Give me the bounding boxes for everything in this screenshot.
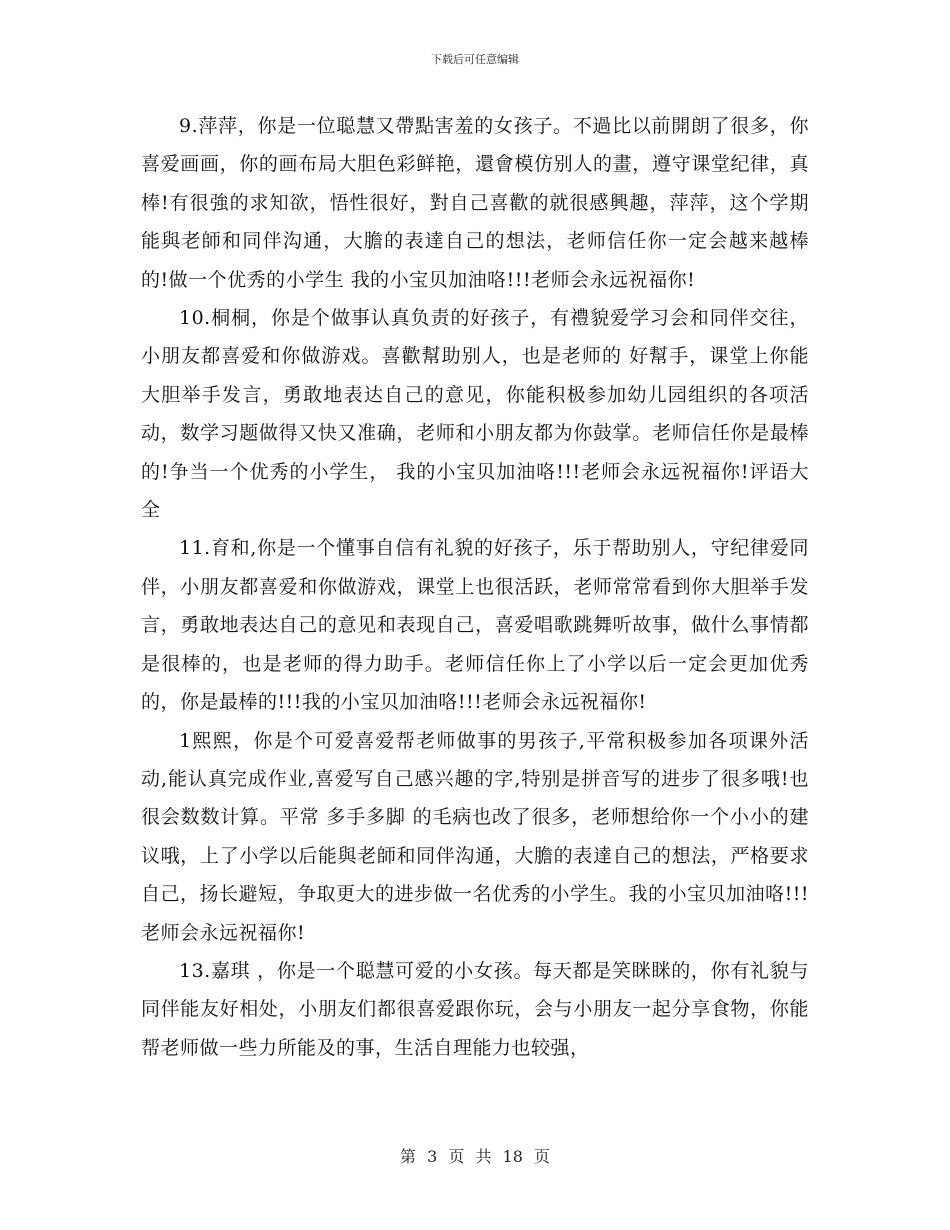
document-body bbox=[141, 107, 809, 1067]
paragraph-9: 9.萍萍，你是一位聪慧又帶點害羞的女孩子。不過比以前開朗了很多，你喜爱画画，你的画布局大胆色彩鲜艳，還會模仿别人的畫，遵守课堂纪律，真棒!有很強的求知欲，悟性很好，對自己喜歡的就很感興趣，萍萍，这个学期能與老師和同伴沟通，大膽的表達自己的想法，老师信任你一定会越来越棒的!做一个优秀的小学生 我的小宝贝加油咯!!!老师会永远祝福你! bbox=[141, 115, 809, 291]
paragraph-11: 11.育和,你是一个懂事自信有礼貌的好孩子，乐于帮助别人，守纪律爱同伴，小朋友都喜爱和你做游戏，课堂上也很活跃，老师常常看到你大胆举手发言，勇敢地表达自己的意见和表现自己，喜爱唱歌跳舞听故事，做什么事情都是很棒的，也是老师的得力助手。老师信任你上了小学以后一定会更加优秀的，你是最棒的!!!我的小宝贝加油咯!!!老师会永远祝福你! bbox=[141, 537, 809, 714]
paragraph-10: 10.桐桐，你是个做事认真负责的好孩子，有禮貌爱学习会和同伴交往，小朋友都喜爱和你做游戏。喜歡幫助别人，也是老师的 好幫手，课堂上你能大胆举手发言，勇敢地表达自己的意见，你能积极参加幼儿园组织的各项活动，数学习题做得又快又准确，老师和小朋友都为你鼓掌。老师信任你是最棒的!争当一个优秀的小学生， 我的小宝贝加油咯!!!老师会永远祝福你!评语大全 bbox=[141, 307, 809, 522]
page-header: 下载后可任意编辑 bbox=[431, 53, 519, 66]
paragraph-12: 1熙熙，你是个可爱喜爱帮老师做事的男孩子,平常积极参加各项课外活动,能认真完成作业,喜爱写自己感兴趣的字,特别是拼音写的进步了很多哦!也很会数数计算。平常 多手多脚 的毛病也改了很多，老师想给你一个小小的建议哦，上了小学以后能與老師和同伴沟通，大膽的表達自己的想法，严格要求自己，扬长避短，争取更大的进步做一名优秀的小学生。我的小宝贝加油咯!!!老师会永远祝福你! bbox=[141, 729, 809, 944]
paragraph-13: 13.嘉琪 ，你是一个聪慧可爱的小女孩。每天都是笑眯眯的，你有礼貌与同伴能友好相处，小朋友们都很喜爱跟你玩，会与小朋友一起分享食物，你能帮老师做一些力所能及的事，生活自理能力也较强， bbox=[141, 959, 809, 1059]
page-number-footer: 第 3 页 共 18 页 bbox=[400, 1147, 550, 1166]
